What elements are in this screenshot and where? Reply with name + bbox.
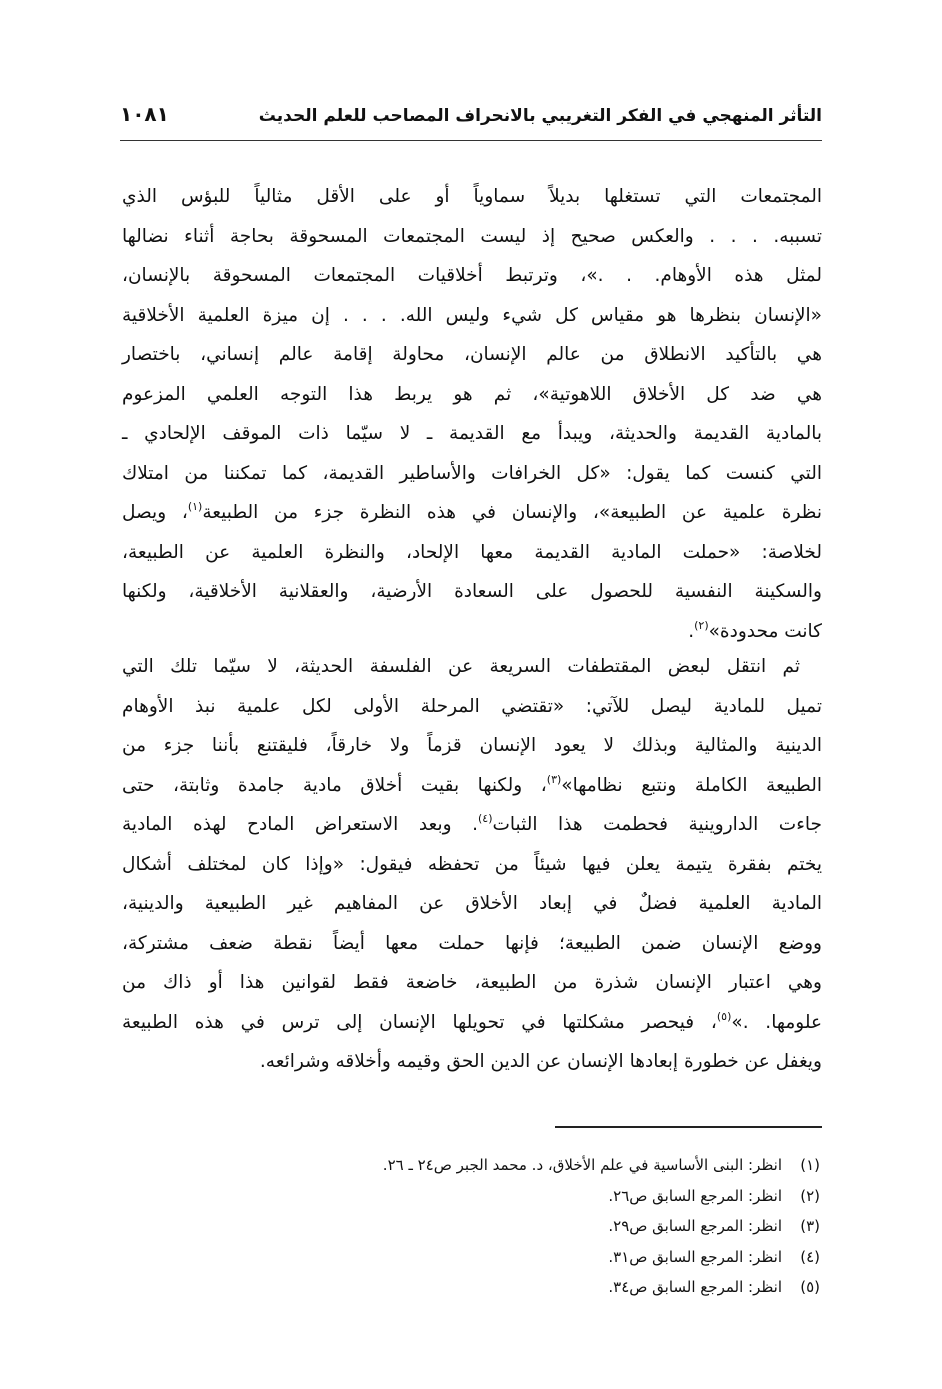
text-segment: ، فيحصر مشكلتها في تحويلها الإنسان إلى ترس في هذه الطبيعة xyxy=(122,1011,717,1033)
text-segment: جاءت الداروينية فحطمت هذا الثبات xyxy=(492,814,822,835)
text-line xyxy=(122,217,822,257)
text-segment: بالمادية القديمة والحديثة، ويبدأ مع القديمة ـ لا سيّما ذات الموقف الإلحادي ـ xyxy=(122,423,822,444)
text-line xyxy=(122,177,822,217)
footnote-separator xyxy=(555,1126,822,1128)
text-segment: علومها. .» xyxy=(731,1011,822,1033)
text-segment: ثم انتقل لبعض المقتطفات السريعة عن الفلسفة الحديثة، لا سيّما تلك التي xyxy=(122,656,800,677)
text-line xyxy=(122,335,822,375)
text-line xyxy=(122,454,822,494)
text-segment: كانت محدودة» xyxy=(708,620,822,642)
footnote-number: (٥) xyxy=(800,1278,820,1296)
footnote xyxy=(383,1181,820,1212)
text-segment: . xyxy=(688,620,695,642)
text-segment: لمثل هذه الأوهام. . .»، وترتبط أخلاقيات المجتمعات المسحوقة بالإنسان، xyxy=(122,265,822,286)
footnote xyxy=(383,1211,820,1242)
paragraph xyxy=(122,647,822,1082)
text-segment: يختم بفقرة يتيمة يعلن فيها شيئاً من تحفظه فيقول: «وإذا كان لمختلف أشكال xyxy=(122,853,822,875)
text-segment: تسببه. . . . والعكس صحيح إذ ليست المجتمعات المسحوقة بحاجة أثناء نضالها xyxy=(122,225,822,247)
text-line xyxy=(122,884,822,924)
text-line xyxy=(122,647,822,687)
footnote-number: (٣) xyxy=(800,1217,820,1235)
page-header xyxy=(120,100,822,136)
text-segment: «الإنسان بنظرها هو مقياس كل شيء وليس الله. . . . إن ميزة العلمية الأخلاقية xyxy=(122,304,822,326)
text-line xyxy=(122,766,822,806)
text-line xyxy=(122,414,822,454)
text-line xyxy=(122,805,822,845)
text-segment: تميل للمادية ليصل للآتي: «تقتضي المرحلة الأولى لكل علمية نبذ الأوهام xyxy=(122,695,822,717)
footnote-marker: (٢) xyxy=(694,618,709,632)
body-text xyxy=(122,177,822,1082)
running-title: التأثر المنهجي في الفكر التغريبي بالانحراف المصاحب للعلم الحديث xyxy=(258,106,822,126)
text-line xyxy=(122,572,822,612)
footnote xyxy=(383,1242,820,1273)
text-segment: ، ويصل xyxy=(122,502,188,523)
text-segment: والسكينة النفسية للحصول على السعادة الأرضية، والعقلانية الأخلاقية، ولكنها xyxy=(122,581,822,602)
text-line xyxy=(122,533,822,573)
footnote-text: انظر: المرجع السابق ص٣١. xyxy=(608,1247,782,1266)
footnote-number: (١) xyxy=(800,1156,820,1174)
text-segment: ويغفل عن خطورة إبعادها الإنسان عن الدين الحق وقيمه وأخلاقه وشرائعه. xyxy=(259,1051,822,1072)
text-segment: المادية العلمية فضلٌ في إبعاد الأخلاق عن المفاهيم غير الطبيعية والدينية، xyxy=(122,893,822,914)
text-line xyxy=(122,963,822,1003)
text-line xyxy=(122,375,822,415)
text-segment: نظرة علمية عن الطبيعة»، والإنسان في هذه النظرة جزء من الطبيعة xyxy=(202,502,822,523)
text-line xyxy=(122,924,822,964)
footnotes xyxy=(383,1150,820,1303)
footnote-marker: (٥) xyxy=(716,1009,732,1023)
text-segment: الطبيعة الكاملة ونتبع نظامها» xyxy=(561,774,822,796)
text-line xyxy=(122,296,822,336)
text-line xyxy=(122,1042,822,1082)
text-line xyxy=(122,256,822,296)
text-segment: الدينية والمثالية وبذلك لا يعود الإنسان قزماً ولا خارقاً، فليقتنع بأننا جزء من xyxy=(122,735,822,756)
text-segment: هي ضد كل الأخلاق اللاهوتية»، ثم هو يربط هذا التوجه العلمي المزعوم xyxy=(122,383,822,405)
text-segment: وهي اعتبار الإنسان شذرة من الطبيعة، خاضعة فقط لقوانين هذا أو ذاك من xyxy=(122,972,822,993)
paragraph xyxy=(122,177,822,651)
footnote-text: انظر: البنى الأساسية في علم الأخلاق، د. محمد الجبر ص٢٤ ـ ٢٦. xyxy=(382,1156,782,1174)
text-line xyxy=(122,845,822,885)
text-segment: ، ولكنها بقيت أخلاق مادية جامدة وثابتة، حتى xyxy=(122,774,547,796)
page-number: ١٠٨١ xyxy=(120,102,169,126)
text-line xyxy=(122,612,822,652)
text-line xyxy=(122,687,822,727)
text-segment: ووضع الإنسان ضمن الطبيعة؛ فإنها حملت معها أيضاً نقطة ضعف مشتركة، xyxy=(122,932,822,954)
text-line xyxy=(122,726,822,766)
footnote xyxy=(383,1272,820,1303)
footnote-number: (٤) xyxy=(800,1247,820,1266)
footnote-marker: (١) xyxy=(187,500,203,513)
text-line xyxy=(122,1003,822,1043)
text-segment: . وبعد الاستعراض المادح لهذه المادية xyxy=(122,814,478,835)
text-segment: هي بالتأكيد الانطلاق من عالم الإنسان، محاولة إقامة عالم إنساني، باختصار xyxy=(122,344,822,365)
text-segment: المجتمعات التي تستغلها بديلاً سماوياً أو على الأقل مثالياً للبؤس الذي xyxy=(122,186,822,207)
text-line xyxy=(122,493,822,533)
footnote-number: (٢) xyxy=(800,1186,820,1205)
text-segment: التي كنست كما يقول: «كل الخرافات والأساطير القديمة، كما تمكننا من امتلاك xyxy=(122,462,822,484)
footnote xyxy=(383,1150,820,1181)
footnote-marker: (٣) xyxy=(546,772,562,786)
header-rule xyxy=(120,140,822,141)
text-segment: لخلاصة: «حملت المادية القديمة معها الإلحاد، والنظرة العلمية عن الطبيعة، xyxy=(122,541,822,563)
footnote-text: انظر: المرجع السابق ص٢٩. xyxy=(608,1217,782,1235)
footnote-marker: (٤) xyxy=(477,812,493,825)
footnote-text: انظر: المرجع السابق ص٣٤. xyxy=(608,1278,782,1296)
footnote-text: انظر: المرجع السابق ص٢٦. xyxy=(608,1186,782,1205)
